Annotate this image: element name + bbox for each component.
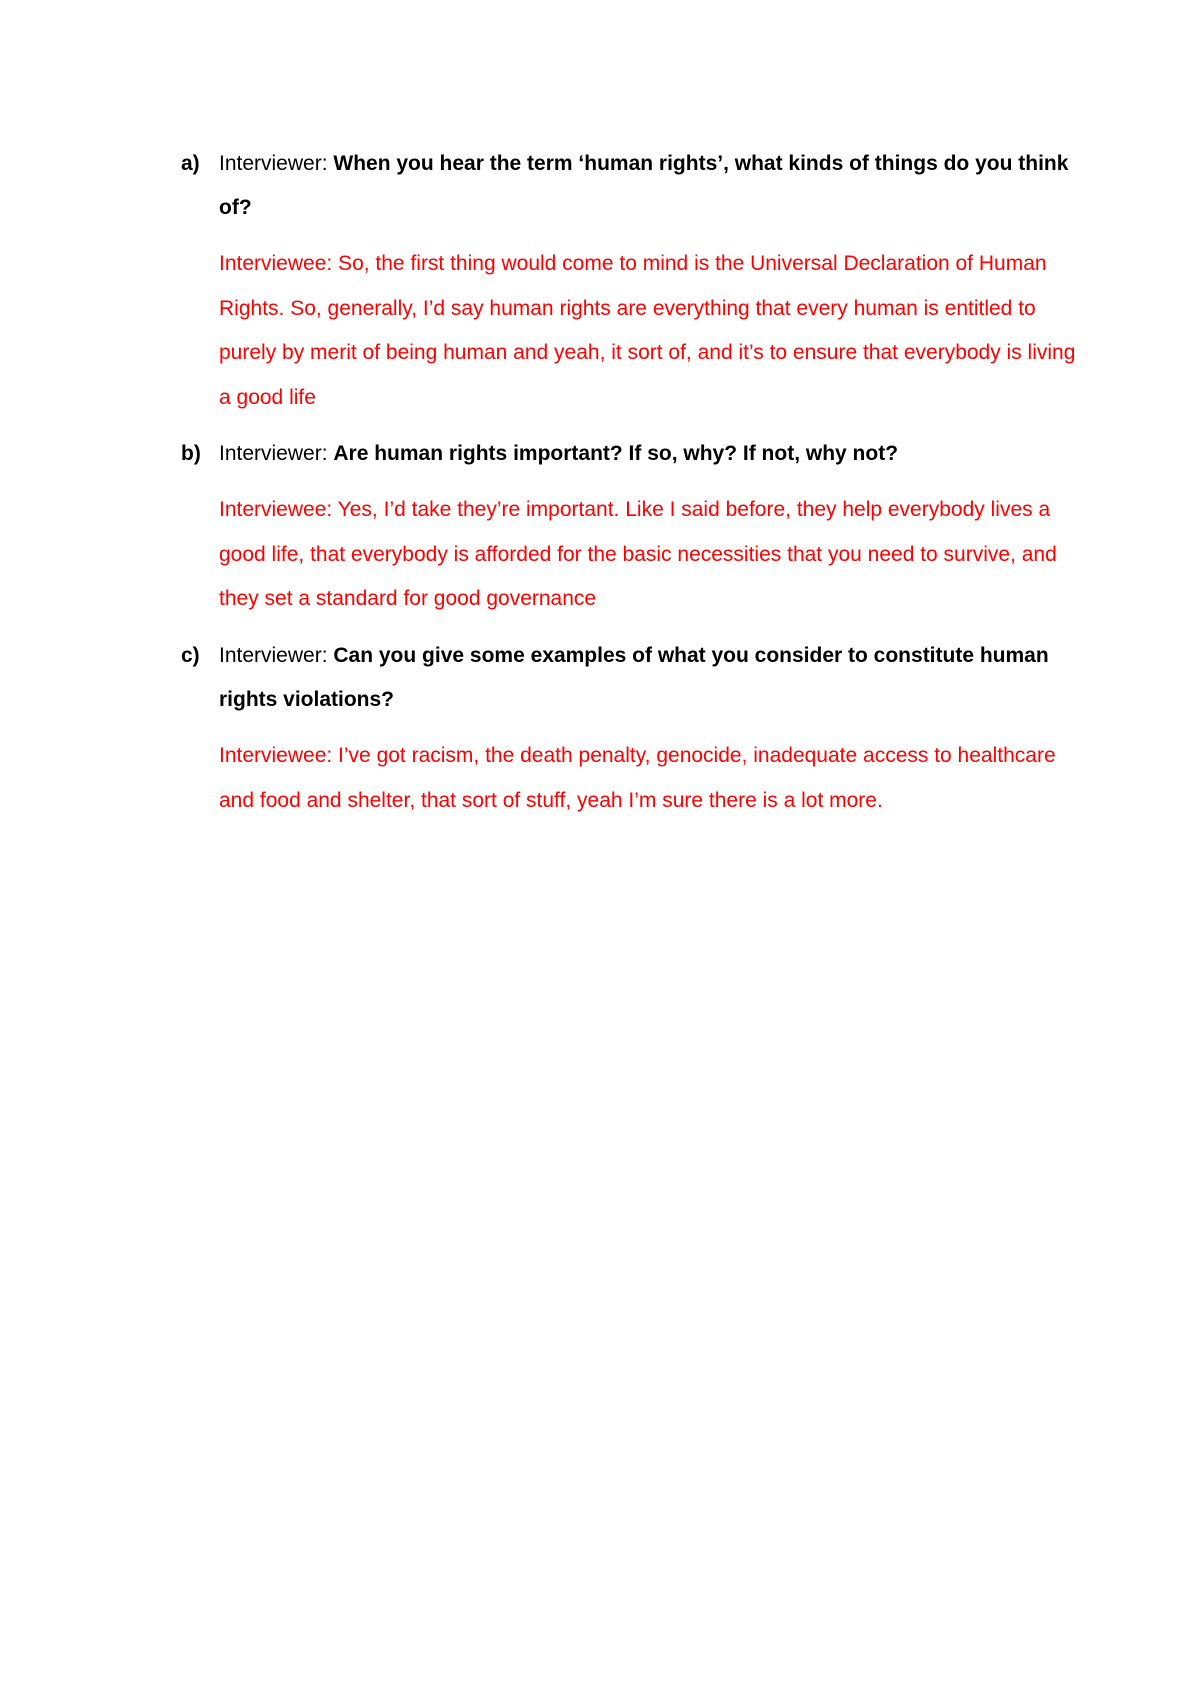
list-marker-a: a) — [181, 152, 200, 175]
list-marker-b: b) — [181, 442, 201, 465]
question-text-c: Can you give some examples of what you consider to constitute human rights violations? — [219, 644, 1049, 711]
question-text-b: Are human rights important? If so, why? If not, why not? — [333, 442, 899, 465]
qa-item-b — [181, 432, 1081, 622]
interviewer-label-c: Interviewer: — [219, 644, 334, 667]
question-b — [181, 432, 1081, 476]
question-text-a: When you hear the term ‘human rights’, what kinds of things do you think of? — [219, 152, 1069, 219]
qa-item-a — [181, 142, 1081, 420]
question-a — [181, 142, 1081, 230]
interviewer-label-b: Interviewer: — [219, 442, 334, 465]
list-marker-c: c) — [181, 644, 200, 667]
answer-c: Interviewee: I’ve got racism, the death penalty, genocide, inadequate access to healthcare and food and shelter, that sort of stuff, yeah I’m sure there is a lot more. — [219, 744, 1056, 812]
interviewer-label-a: Interviewer: — [219, 152, 334, 175]
answer-b: Interviewee: Yes, I’d take they’re important. Like I said before, they help everybody lives a good life, that everybody is afforded for the basic necessities that you need to survive, and they set a standard for good governance — [219, 498, 1057, 610]
question-c — [181, 634, 1081, 722]
qa-item-c — [181, 634, 1081, 823]
answer-a: Interviewee: So, the first thing would come to mind is the Universal Declaration of Human Rights. So, generally, I’d say human rights are everything that every human is entitled to purely by merit of being human and yeah, it sort of, and it’s to ensure that everybody is living a good life — [219, 252, 1076, 409]
